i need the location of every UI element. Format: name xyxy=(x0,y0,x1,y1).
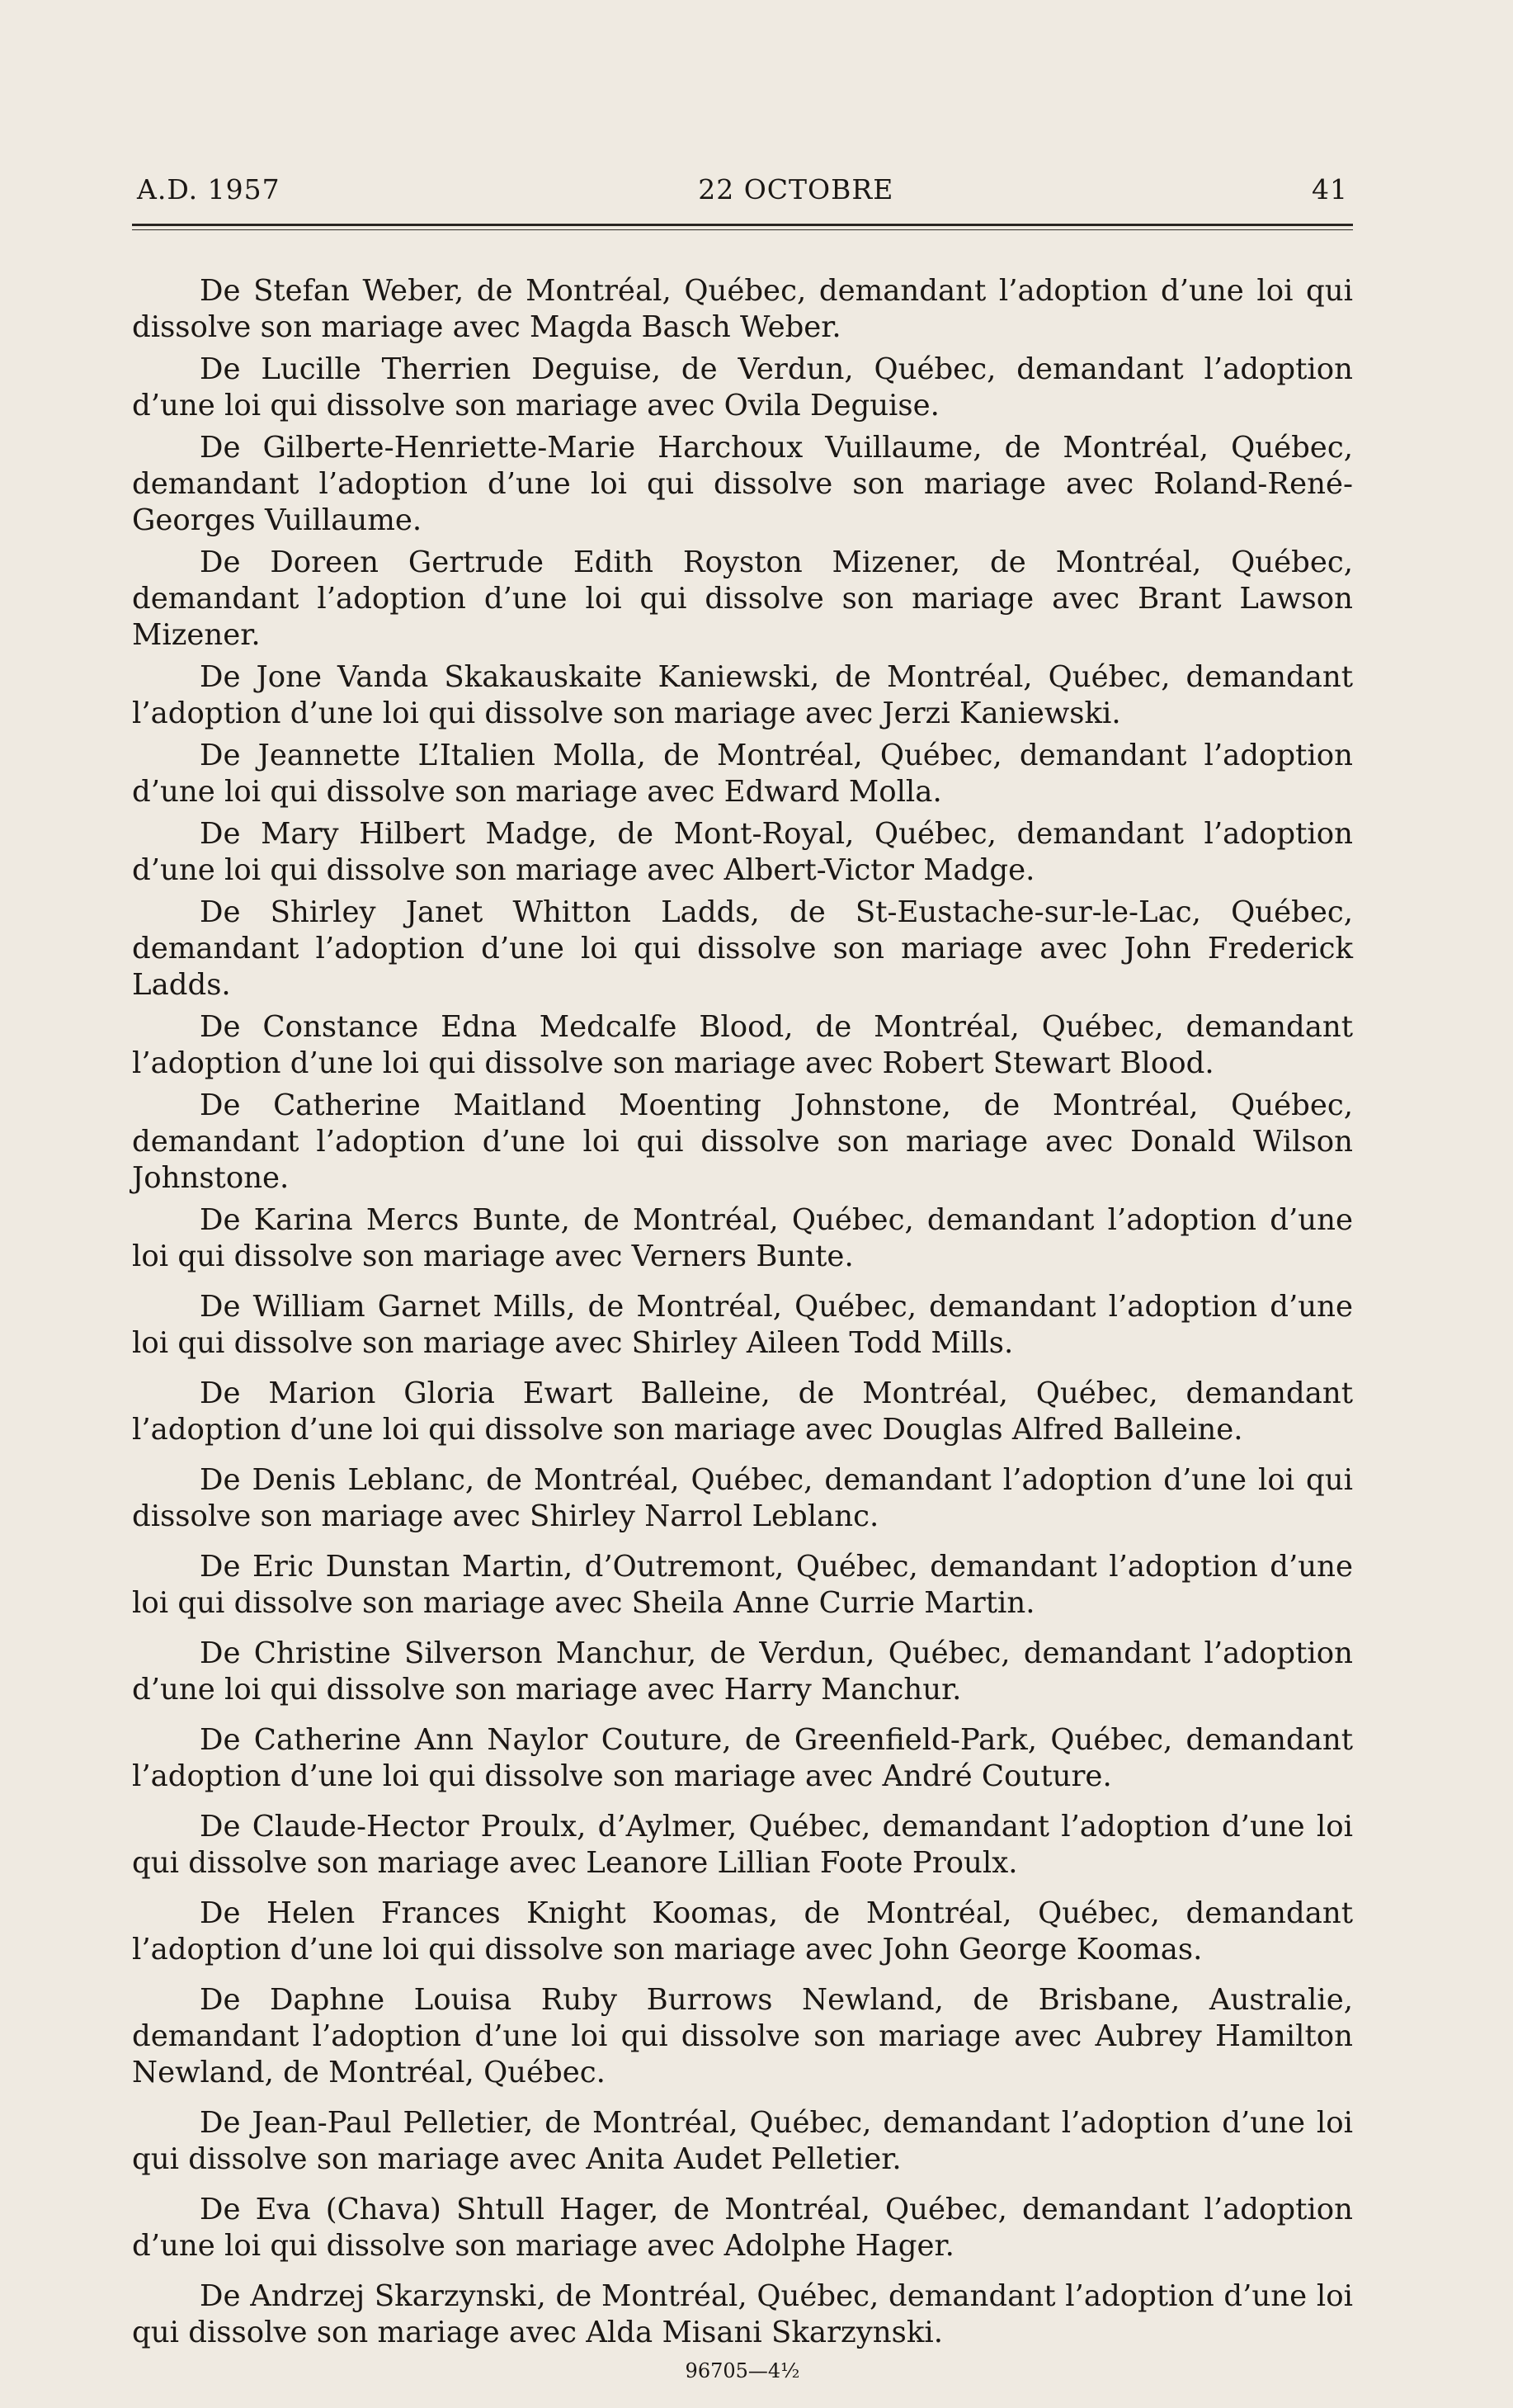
petition-list xyxy=(132,273,1353,2351)
header-year: A.D. 1957 xyxy=(137,173,280,205)
petition-entry: De Marion Gloria Ewart Balleine, de Montréal, Québec, demandant l’adoption d’une loi qui dissolve son mariage avec Douglas Alfred Balleine. xyxy=(132,1376,1353,1447)
document-page xyxy=(132,173,1353,2382)
printer-signature: 96705—4½ xyxy=(685,2359,800,2382)
petition-entry: De Mary Hilbert Madge, de Mont-Royal, Québec, demandant l’adoption d’une loi qui dissolve son mariage avec Albert-Victor Madge. xyxy=(132,817,1353,887)
petition-entry: De Catherine Ann Naylor Couture, de Greenfield-Park, Québec, demandant l’adoption d’une loi qui dissolve son mariage avec André Couture. xyxy=(132,1723,1353,1793)
petition-entry: De Karina Mercs Bunte, de Montréal, Québec, demandant l’adoption d’une loi qui dissolve son mariage avec Verners Bunte. xyxy=(132,1203,1353,1273)
petition-entry: De Stefan Weber, de Montréal, Québec, demandant l’adoption d’une loi qui dissolve son mariage avec Magda Basch Weber. xyxy=(132,274,1353,344)
petition-entry: De Eric Dunstan Martin, d’Outremont, Québec, demandant l’adoption d’une loi qui dissolve son mariage avec Sheila Anne Currie Martin. xyxy=(132,1550,1353,1620)
header-rule xyxy=(132,224,1353,230)
petition-entry: De Lucille Therrien Deguise, de Verdun, Québec, demandant l’adoption d’une loi qui dissolve son mariage avec Ovila Deguise. xyxy=(132,352,1353,423)
petition-entry: De Gilberte-Henriette-Marie Harchoux Vuillaume, de Montréal, Québec, demandant l’adoption d’une loi qui dissolve son mariage avec Roland-René-Georges Vuillaume. xyxy=(132,431,1353,537)
petition-entry: De Helen Frances Knight Koomas, de Montréal, Québec, demandant l’adoption d’une loi qui dissolve son mariage avec John George Koomas. xyxy=(132,1896,1353,1967)
petition-entry: De Christine Silverson Manchur, de Verdun, Québec, demandant l’adoption d’une loi qui dissolve son mariage avec Harry Manchur. xyxy=(132,1636,1353,1707)
petition-entry: De Claude-Hector Proulx, d’Aylmer, Québec, demandant l’adoption d’une loi qui dissolve son mariage avec Leanore Lillian Foote Proulx. xyxy=(132,1810,1353,1880)
page-header xyxy=(132,173,1353,205)
header-date: 22 OCTOBRE xyxy=(698,173,894,205)
petition-entry: De Jean-Paul Pelletier, de Montréal, Québec, demandant l’adoption d’une loi qui dissolve son mariage avec Anita Audet Pelletier. xyxy=(132,2106,1353,2176)
page-number: 41 xyxy=(1312,173,1348,205)
petition-entry: De Doreen Gertrude Edith Royston Mizener, de Montréal, Québec, demandant l’adoption d’une loi qui dissolve son mariage avec Brant Lawson Mizener. xyxy=(132,545,1353,652)
petition-entry: De Catherine Maitland Moenting Johnstone, de Montréal, Québec, demandant l’adoption d’une loi qui dissolve son mariage avec Donald Wilson Johnstone. xyxy=(132,1088,1353,1195)
petition-entry: De Constance Edna Medcalfe Blood, de Montréal, Québec, demandant l’adoption d’une loi qui dissolve son mariage avec Robert Stewart Blood. xyxy=(132,1010,1353,1080)
petition-entry: De William Garnet Mills, de Montréal, Québec, demandant l’adoption d’une loi qui dissolve son mariage avec Shirley Aileen Todd Mills. xyxy=(132,1290,1353,1360)
petition-entry: De Andrzej Skarzynski, de Montréal, Québec, demandant l’adoption d’une loi qui dissolve son mariage avec Alda Misani Skarzynski. xyxy=(132,2279,1353,2349)
petition-entry: De Jone Vanda Skakauskaite Kaniewski, de Montréal, Québec, demandant l’adoption d’une loi qui dissolve son mariage avec Jerzi Kaniewski. xyxy=(132,660,1353,730)
petition-entry: De Eva (Chava) Shtull Hager, de Montréal, Québec, demandant l’adoption d’une loi qui dissolve son mariage avec Adolphe Hager. xyxy=(132,2193,1353,2263)
petition-entry: De Jeannette L’Italien Molla, de Montréal, Québec, demandant l’adoption d’une loi qui dissolve son mariage avec Edward Molla. xyxy=(132,739,1353,809)
petition-entry: De Shirley Janet Whitton Ladds, de St-Eustache-sur-le-Lac, Québec, demandant l’adoption d’une loi qui dissolve son mariage avec John Frederick Ladds. xyxy=(132,895,1353,1002)
petition-entry: De Daphne Louisa Ruby Burrows Newland, de Brisbane, Australie, demandant l’adoption d’une loi qui dissolve son mariage avec Aubrey Hamilton Newland, de Montréal, Québec. xyxy=(132,1983,1353,2089)
petition-entry: De Denis Leblanc, de Montréal, Québec, demandant l’adoption d’une loi qui dissolve son mariage avec Shirley Narrol Leblanc. xyxy=(132,1463,1353,1533)
